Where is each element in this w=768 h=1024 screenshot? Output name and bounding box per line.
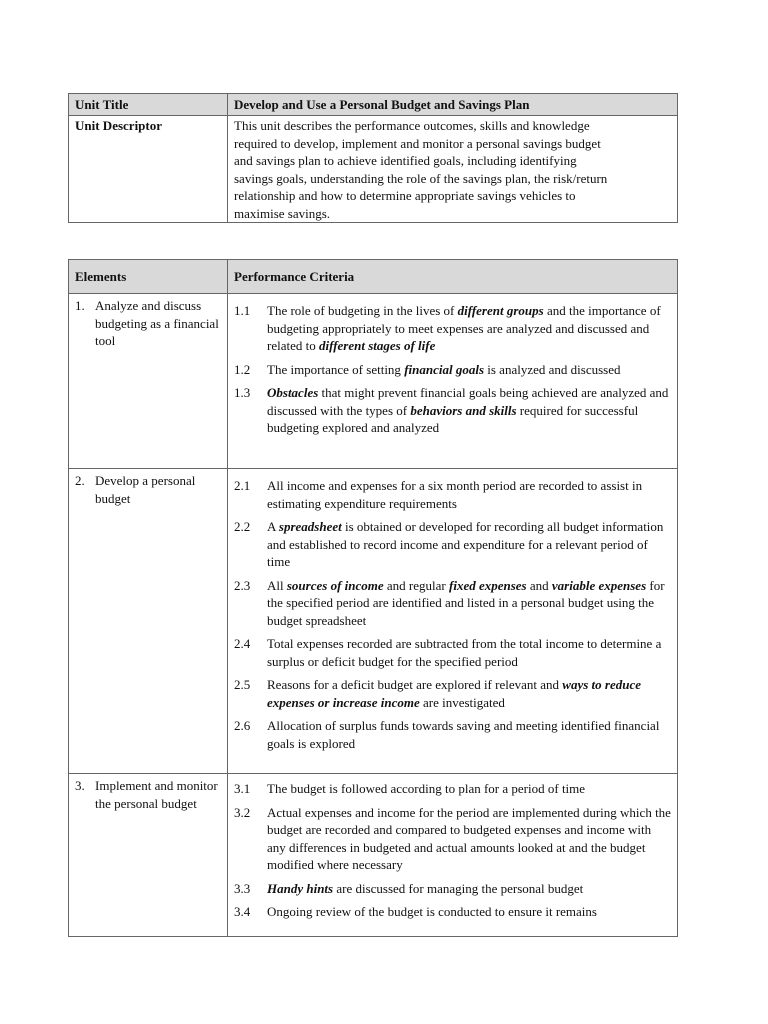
criterion-number: 2.6 [234, 718, 251, 733]
criterion-text-run: and the importance of budgeting appropriately to meet expenses are analyzed and discussed and related to [267, 303, 661, 353]
emphasized-term: sources of income [286, 577, 384, 593]
element-row [69, 774, 678, 937]
criterion-text-run: and regular [383, 577, 449, 593]
element-row [69, 294, 678, 469]
emphasized-term: different groups [457, 303, 544, 318]
element-cell [69, 469, 228, 774]
criteria-header: Performance Criteria [228, 260, 678, 294]
descriptor-line: This unit describes the performance outcomes, skills and knowledge [234, 118, 590, 133]
criterion-number: 1.2 [234, 361, 251, 377]
emphasized-term: behaviors and skills [410, 402, 517, 418]
unit-table [68, 93, 678, 223]
criterion-text-run: is obtained or developed for recording all budget information and established to record income and expenditure for a relevant period of time [267, 519, 664, 569]
criterion-text-run: are discussed for managing the personal budget [333, 880, 584, 896]
unit-title-value: Develop and Use a Personal Budget and Savings Plan [228, 94, 678, 116]
criterion-text-run: is analyzed and discussed [484, 361, 621, 377]
emphasized-term: fixed expenses [449, 577, 527, 593]
criterion-number: 2.4 [234, 636, 251, 651]
criterion-text-run: The budget is followed according to plan for a period of time [267, 781, 586, 796]
criterion-text-run: The importance of setting [267, 361, 405, 377]
criterion-item [234, 635, 671, 670]
performance-table [68, 259, 678, 937]
criterion-number: 3.2 [234, 804, 251, 820]
emphasized-term: Handy hints [267, 880, 334, 896]
criterion-number: 2.3 [234, 577, 251, 593]
criterion-text-run: for the specified period are identified and listed in a personal budget using the budget spreadsheet [267, 577, 665, 628]
criterion-item [234, 302, 671, 355]
criterion-text-run: All income and expenses for a six month period are recorded to assist in estimating expenditure requirements [267, 478, 643, 511]
criterion-number: 3.3 [234, 880, 251, 896]
criterion-text [267, 676, 671, 711]
criterion-item [234, 780, 671, 798]
criterion-number: 2.2 [234, 519, 251, 534]
criterion-text [267, 880, 671, 898]
criterion-item [234, 804, 671, 874]
criterion-text [267, 577, 671, 630]
criterion-text-run: All [267, 577, 287, 593]
element-number: 3. [75, 778, 85, 793]
element-text: Implement and monitor the personal budget [95, 778, 218, 811]
criterion-text-run: and [526, 577, 552, 593]
criterion-text-run: required for successful budgeting explored and analyzed [267, 402, 639, 435]
descriptor-line: maximise savings. [234, 205, 331, 221]
criterion-text-run: Total expenses recorded are subtracted from the total income to determine a surplus or deficit budget for the specified period [267, 636, 662, 669]
descriptor-line: and savings plan to achieve identified goals, including identifying [234, 153, 577, 168]
criterion-number: 1.3 [234, 385, 251, 400]
criterion-text-run: Ongoing review of the budget is conducted to ensure it remains [267, 904, 597, 919]
criteria-cell [228, 774, 678, 937]
criterion-item [234, 577, 671, 630]
criterion-text [267, 780, 671, 798]
elements-header: Elements [69, 260, 228, 294]
criterion-item [234, 676, 671, 711]
criterion-text-run: Actual expenses and income for the period are implemented during which the budget are recorded and compared to budgeted expenses and income with any differences in budgeted and actual amounts looked at and the budget modified where necessary [267, 804, 671, 872]
unit-descriptor-text [228, 116, 678, 223]
criterion-number: 1.1 [234, 303, 251, 318]
emphasized-term: Obstacles [267, 385, 319, 400]
criterion-item [234, 384, 671, 437]
emphasized-term: spreadsheet [278, 519, 342, 534]
unit-title-label: Unit Title [69, 94, 228, 116]
criterion-number: 2.5 [234, 677, 251, 692]
emphasized-term: variable expenses [551, 577, 647, 593]
criteria-cell [228, 294, 678, 469]
criterion-number: 3.4 [234, 904, 251, 919]
descriptor-line: relationship and how to determine appropriate savings vehicles to [234, 188, 576, 203]
criterion-text-run: are investigated [419, 694, 505, 710]
descriptor-line: savings goals, understanding the role of the savings plan, the risk/return [234, 170, 608, 186]
criterion-text [267, 903, 671, 921]
criterion-text-run: Allocation of surplus funds towards saving and meeting identified financial goals is explored [267, 718, 660, 751]
element-cell [69, 294, 228, 469]
criterion-item [234, 518, 671, 571]
criterion-item [234, 717, 671, 752]
criterion-text-run: Reasons for a deficit budget are explored if relevant and [267, 677, 563, 692]
element-text: Analyze and discuss budgeting as a financial tool [95, 298, 219, 348]
criterion-text [267, 518, 671, 571]
element-cell [69, 774, 228, 937]
unit-descriptor-row [69, 116, 678, 223]
element-number: 2. [75, 473, 85, 488]
criterion-text-run: A [267, 519, 279, 534]
criterion-text [267, 477, 671, 512]
criterion-text-run: The role of budgeting in the lives of [267, 303, 458, 318]
criterion-item [234, 903, 671, 921]
criterion-text [267, 804, 671, 874]
criterion-item [234, 880, 671, 898]
emphasized-term: different stages of life [318, 338, 436, 353]
element-row [69, 469, 678, 774]
descriptor-line: required to develop, implement and monitor a personal savings budget [234, 135, 601, 151]
criterion-item [234, 477, 671, 512]
criterion-text-run: that might prevent financial goals being achieved are analyzed and discussed with the types of [267, 385, 669, 418]
criterion-text [267, 384, 671, 437]
element-text: Develop a personal budget [95, 473, 196, 506]
emphasized-term: financial goals [404, 361, 485, 377]
criterion-text [267, 302, 671, 355]
unit-title-row [69, 94, 678, 116]
element-number: 1. [75, 298, 85, 313]
unit-descriptor-label: Unit Descriptor [69, 116, 228, 223]
performance-header-row [69, 260, 678, 294]
criterion-number: 2.1 [234, 478, 251, 493]
criteria-cell [228, 469, 678, 774]
criterion-item [234, 361, 671, 379]
criterion-text [267, 717, 671, 752]
emphasized-term: ways to reduce expenses or increase income [267, 677, 641, 710]
criterion-text [267, 361, 671, 379]
criterion-text [267, 635, 671, 670]
criterion-number: 3.1 [234, 781, 251, 796]
